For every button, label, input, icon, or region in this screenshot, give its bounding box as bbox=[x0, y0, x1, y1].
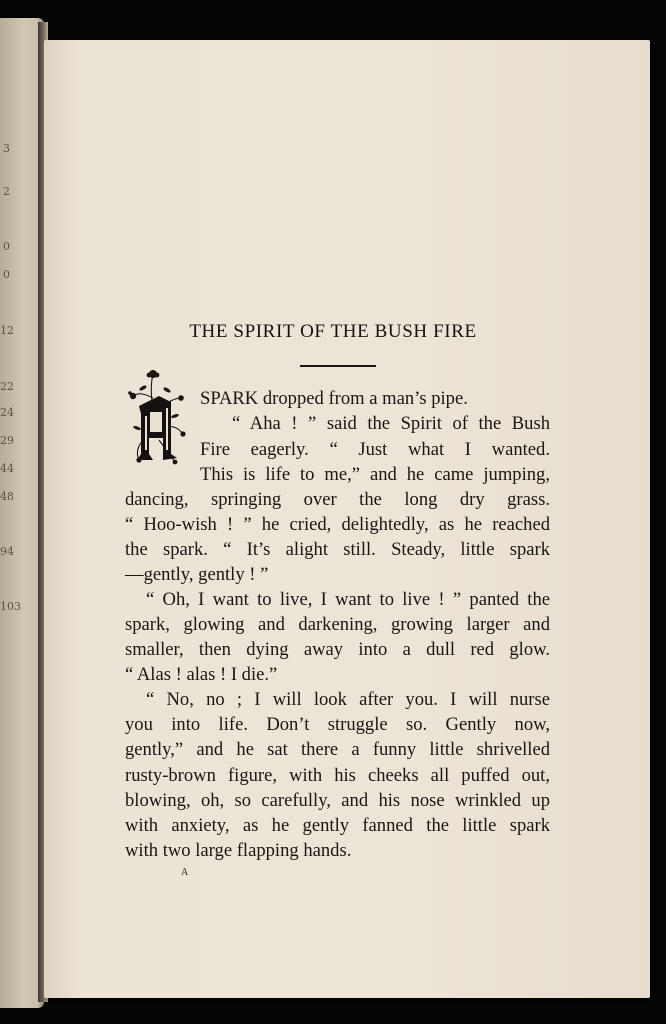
margin-number: 22 bbox=[0, 380, 14, 393]
text-line: the spark. “ It’s alight still. Steady, little spark bbox=[125, 539, 550, 560]
text-line: “ No, no ; I will look after you. I will nurse bbox=[146, 689, 550, 710]
text-line: Fire eagerly. “ Just what I wanted. bbox=[200, 439, 550, 460]
margin-number: 3 bbox=[3, 142, 10, 155]
text-line: with two large flapping hands. bbox=[125, 840, 352, 861]
decorated-initial-a-icon bbox=[125, 368, 189, 466]
margin-number: 24 bbox=[0, 406, 14, 419]
text-line: rusty-brown figure, with his cheeks all puffed out, bbox=[125, 765, 550, 786]
margin-number: 0 bbox=[3, 268, 10, 281]
margin-number: 12 bbox=[0, 324, 14, 337]
text-line: “ Alas ! alas ! I die.” bbox=[125, 664, 278, 685]
text-line: gently,” and he sat there a funny little shrivelled bbox=[125, 739, 550, 760]
chapter-title: THE SPIRIT OF THE BUSH FIRE bbox=[189, 321, 477, 342]
text-line: “ Oh, I want to live, I want to live ! ” panted the bbox=[146, 589, 550, 610]
margin-number: 44 bbox=[0, 462, 14, 475]
text-line: you into life. Don’t struggle so. Gently now, bbox=[125, 714, 550, 735]
text-line: SPARK dropped from a man’s pipe. bbox=[200, 388, 468, 409]
text-line: with anxiety, as he gently fanned the little spark bbox=[125, 815, 550, 836]
signature-mark: A bbox=[181, 867, 189, 878]
text-line: “ Hoo-wish ! ” he cried, delightedly, as he reached bbox=[125, 514, 550, 535]
text-line: “ Aha ! ” said the Spirit of the Bush bbox=[232, 413, 550, 434]
margin-number: 48 bbox=[0, 490, 14, 503]
text-line: —gently, gently ! ” bbox=[125, 564, 269, 585]
text-line: blowing, oh, so carefully, and his nose wrinkled up bbox=[125, 790, 550, 811]
margin-number: 103 bbox=[0, 600, 21, 613]
text-line: This is life to me,” and he came jumping, bbox=[200, 464, 550, 485]
text-line: spark, glowing and darkening, growing larger and bbox=[125, 614, 550, 635]
text-line: dancing, springing over the long dry grass. bbox=[125, 489, 550, 510]
margin-number: 2 bbox=[3, 185, 10, 198]
margin-number: 94 bbox=[0, 545, 14, 558]
margin-number: 29 bbox=[0, 434, 14, 447]
title-rule bbox=[300, 365, 376, 367]
margin-number: 0 bbox=[3, 240, 10, 253]
text-line: smaller, then dying away into a dull red glow. bbox=[125, 639, 550, 660]
